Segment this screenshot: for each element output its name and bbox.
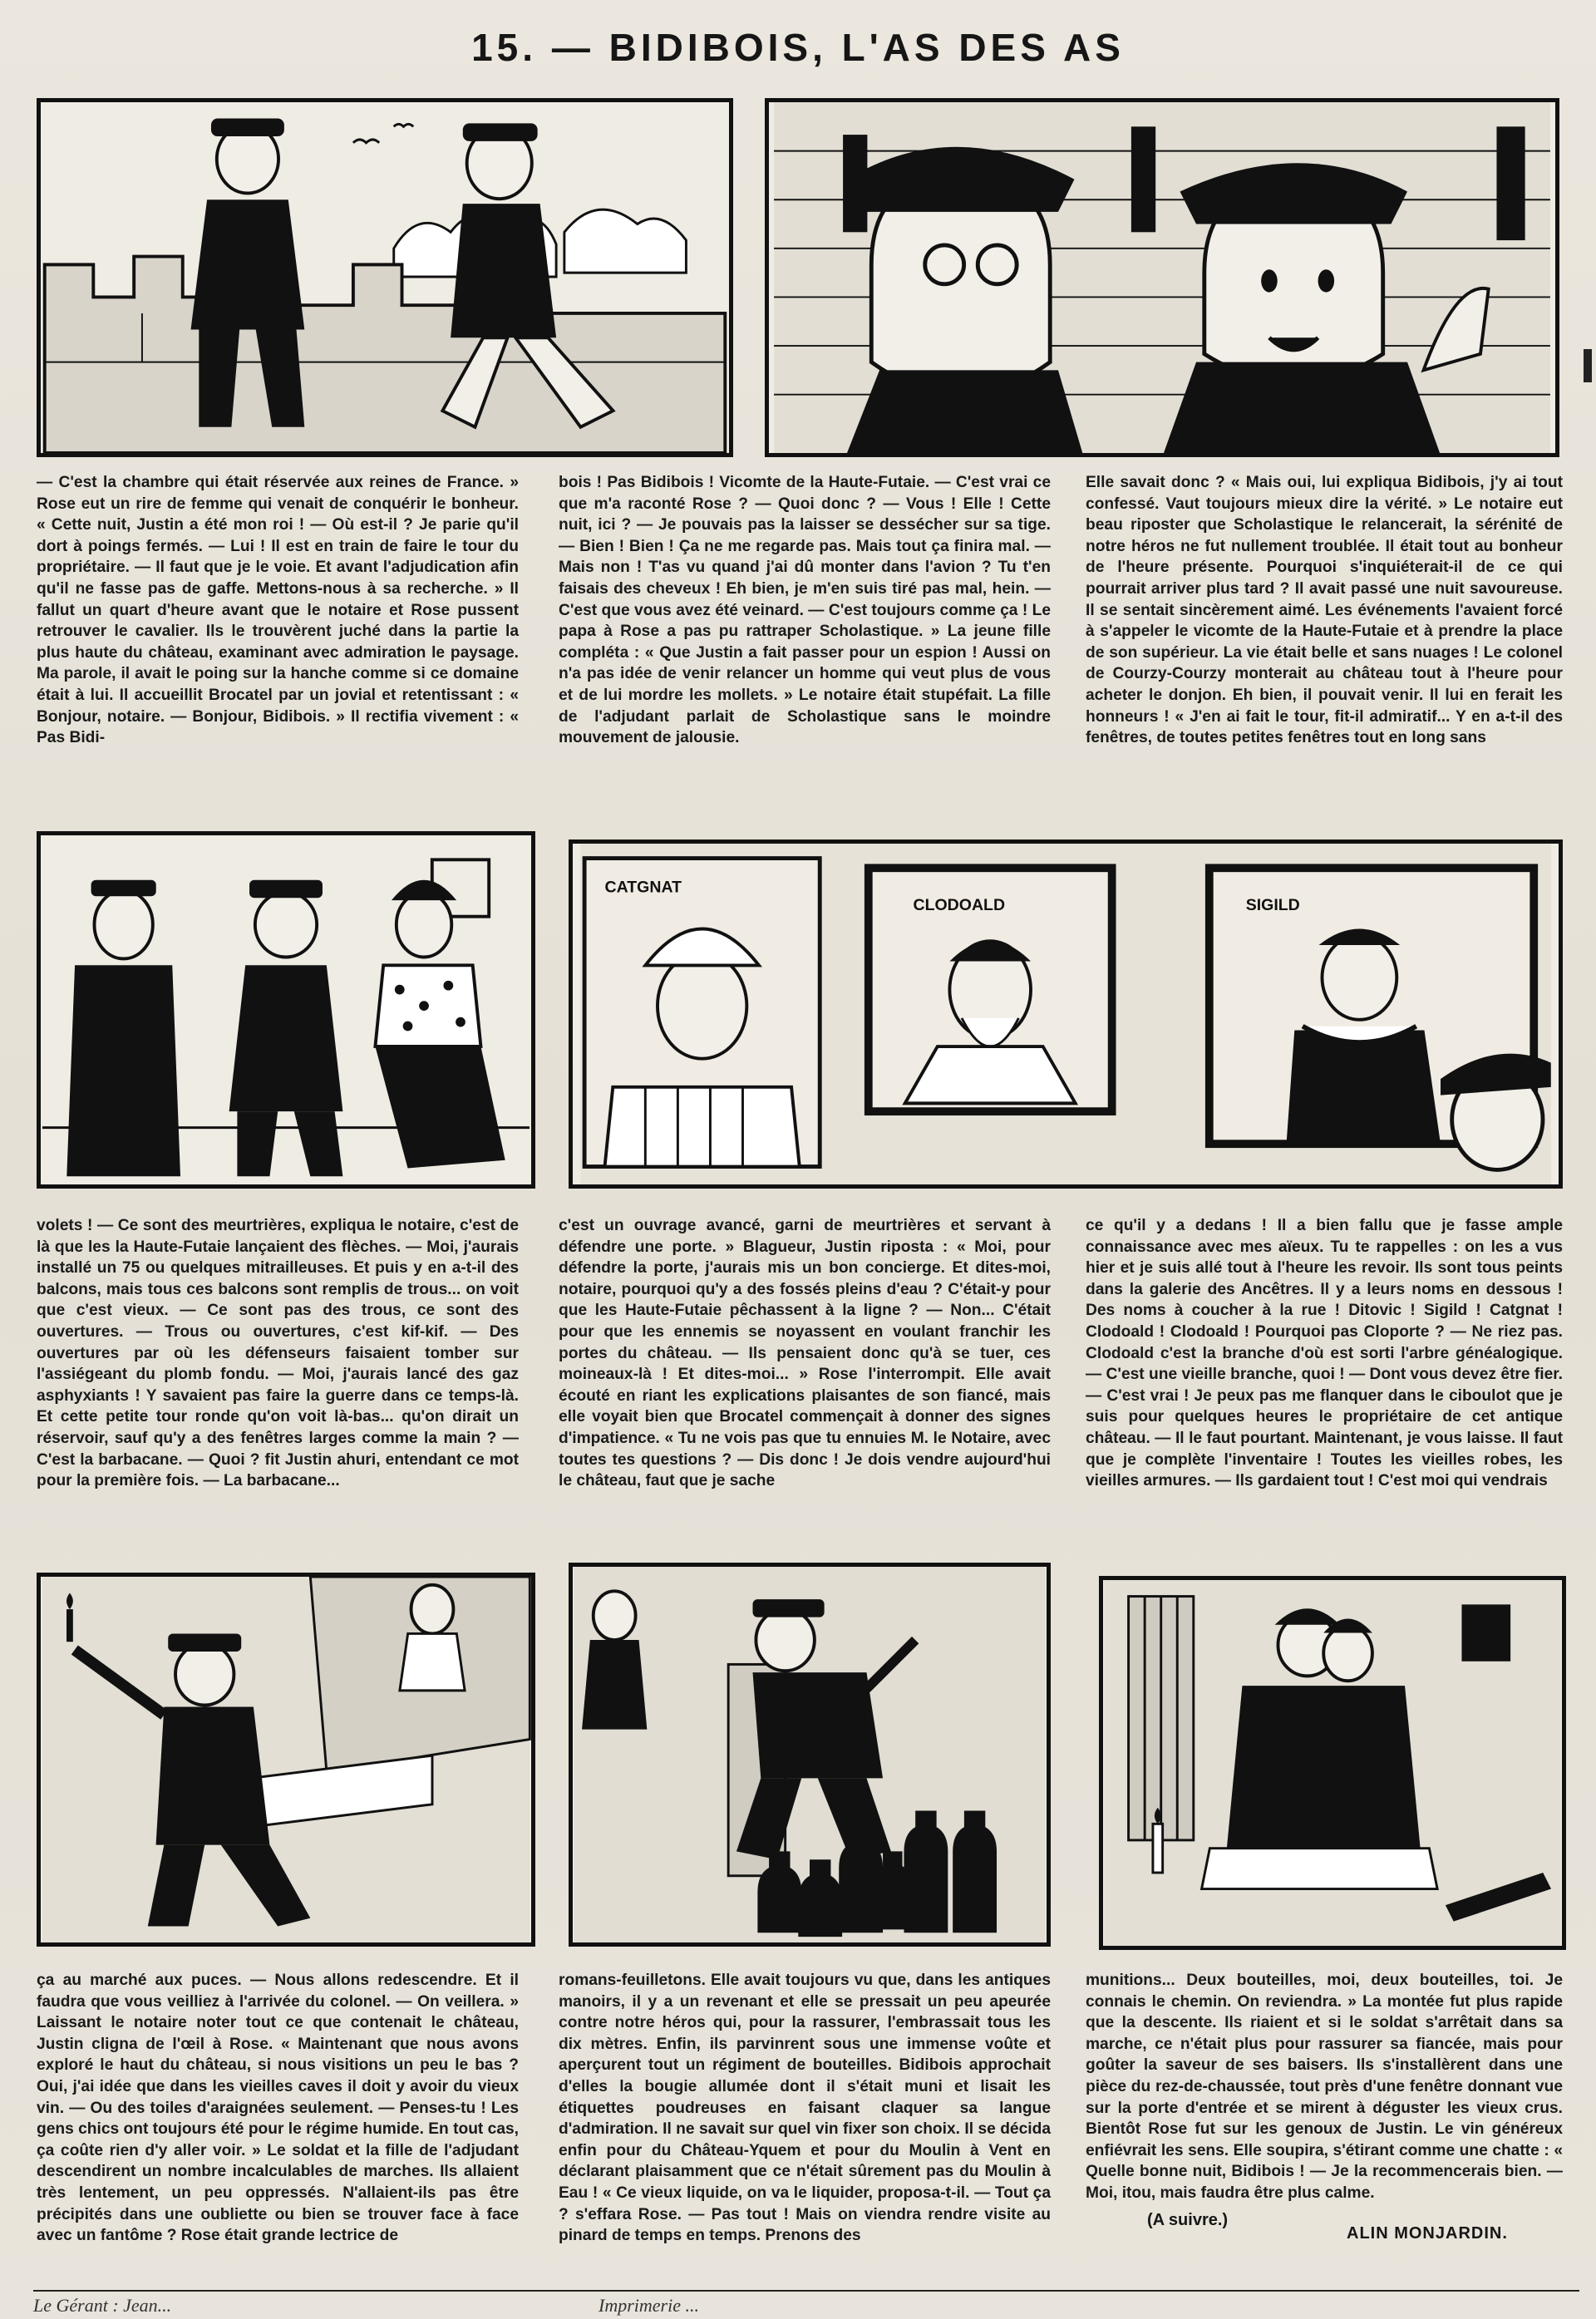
text-column-2-1 [37, 1215, 519, 1548]
candle-run-illustration [41, 1577, 531, 1942]
paragraph: volets ! — Ce sont des meurtrières, expliqua le notaire, c'est de là que les la Haute-Futaie lançaient des flèches. — Moi, j'aurais installé un 75 ou quelques mitrailleuses. Et puis y en a-t-il des balcons, mais tous ces balcons sont remplis de trous... on voit que c'est vieux. — Ce sont pas des trous, ce sont des ouvertures. — Trous ou ouvertures, c'est kif-kif. — Des ouvertures par où les défenseurs faisaient tomber sur l'assiégeant du plomb fondu. — Moi, j'aurais lancé des gaz asphyxiants ! Y savaient pas faire la guerre dans ce temps-là. Et cette petite tour ronde qu'on voit là-bas... qu'on dirait un réservoir, sauf qu'y a des fenêtres larges comme la main ? — C'est la barbacane. — Quoi ? fit Justin ahuri, entendant ce mot pour la première fois. — La barbacane... [37, 1217, 519, 1490]
two-faces-illustration [769, 102, 1555, 453]
portrait-label-sigild: SIGILD [1245, 896, 1300, 915]
text-column-1-2 [559, 472, 1051, 805]
page-edge-mark [1584, 349, 1592, 382]
panel-candle-run [37, 1573, 535, 1947]
paragraph: ce qu'il y a dedans ! Il a bien fallu que je fasse ample connaissance avec mes aïeux. Tu te rappelles : on les a vus hier et je suis allé tout à l'heure les revoir. Ils sont tous peints dans la galerie des Ancêtres. Il y a leurs noms en dessous ! Des noms à coucher à la rue ! Ditovic ! Sigild ! Catgnat ! Clodoald ! Clodoald ! Pourquoi pas Cloporte ? — Ne riez pas. Clodoald c'est la branche d'où est sorti l'arbre généalogique. — C'est une vieille branche, quoi ! — Dont vous devez être fier. — C'est vrai ! Je peux pas me flanquer dans le ciboulot que je suis pour quelques heures le propriétaire de cet antique château. — Il le faut pourtant. Maintenant, je vous laisse. Il faut que je complète l'inventaire ! Toutes les vieilles robes, les vieilles armures. — Ils gardaient tout ! C'est moi qui vendrais [1086, 1217, 1563, 1490]
embrace-illustration [1103, 1580, 1562, 1946]
paragraph: romans-feuilletons. Elle avait toujours vu que, dans les antiques manoirs, il y a un revenant et elle se pressait un peu apeurée contre notre héros qui, pour la rassurer, l'embrassait tous les dix mètres. Enfin, ils parvinrent sous une immense voûte et aperçurent tout un régiment de bouteilles. Bidibois approchait d'elles la bougie allumée dont il s'était muni et lisait les étiquettes poudreuses en faisant claquer sa langue d'admiration. Il ne savait sur quel vin fixer son choix. Il se décida enfin pour du Château-Yquem et pour du Moulin à Vent en déclarant plaisamment que ce n'était sûrement pas du Moulin à Eau ! « Ce vieux liquide, on va le liquider, proposa-t-il. — Tout ça ? s'effara Rose. — Pas tout ! Mais on viendra rendre visite au pinard de temps en temps. Prenons des [559, 1972, 1051, 2245]
panel-three-characters [37, 831, 535, 1189]
paragraph: Elle savait donc ? « Mais oui, lui expliqua Bidibois, j'y ai tout confessé. Vaut toujours mieux dire la vérité. » Le notaire eut beau riposter que Scholastique le relancerait, la sérénité de notre héros ne fut nullement troublée. Il était tout au bonheur de l'heure présente. Pourquoi s'inquiéterait-il de ce qui pourrait arriver plus tard ? Il avait passé une nuit savoureuse. Il se sentait sincèrement aimé. Les événements l'avaient forcé à s'appeler le vicomte de la Haute-Futaie et à prendre la place de son supérieur. La vie était belle et sans nuages ! Le colonel de Courzy-Courzy monterait au château tout à l'heure pour acheter le donjon. Eh bien, il pouvait venir. Il lui en ferait les honneurs ! « J'en ai fait le tour, fit-il admiratif... Y en a-t-il des fenêtres, de toutes petites fenêtres tout en long sans [1086, 474, 1563, 747]
to-be-continued: (A suivre.) [1147, 2211, 1229, 2229]
footer-center: Imprimerie ... [598, 2295, 699, 2316]
paragraph: bois ! Pas Bidibois ! Vicomte de la Haute-Futaie. — C'est vrai ce que m'a raconté Rose ? — Quoi donc ? — Vous ! Elle ! Cette nuit, ici ? — Je pouvais pas la laisser se dessécher sur sa tige. — Bien ! Bien ! Ça ne me regarde pas. Mais tout ça finira mal. — Mais non ! T'as vu quand j'ai dû monter dans l'avion ? Tu t'en faisais des cheveux ! Eh bien, je m'en suis tiré pas mal, hein. — C'est que vous avez été veinard. — C'est toujours comme ça ! Le papa à Rose a pas pu rattraper Scholastique. » La jeune fille compléta : « Que Justin a fait passer pour un espion ! Aussi on n'a pas idée de venir relancer un homme qui veut plus de vous et de lui mordre les mollets. » Le notaire était stupéfait. La fille de l'adjudant parlait de Scholastique sans le moindre mouvement de jalousie. [559, 474, 1051, 747]
three-characters-illustration [41, 835, 531, 1184]
panel-cellar-bottles [569, 1563, 1051, 1947]
text-column-3-1 [37, 1970, 519, 2286]
rampart-illustration [41, 102, 729, 453]
portrait-label-clodoald: CLODOALD [913, 896, 1006, 915]
author-signature: ALIN MONJARDIN. [1347, 2224, 1508, 2243]
panel-embrace [1099, 1576, 1566, 1950]
portrait-label-catgnat: CATGNAT [604, 878, 682, 897]
page-footer [33, 2290, 1579, 2316]
text-column-1-1 [37, 472, 519, 805]
panel-rampart-walk [37, 98, 733, 457]
paragraph: c'est un ouvrage avancé, garni de meurtrières et servant à défendre une porte. » Blagueur, Justin riposta : « Moi, pour défendre la porte, j'aurais mis un bon concierge. Et dites-moi, notaire, pourquoi qu'y a des fossés pleins d'eau ? C'était-y pour que les Haute-Futaie pêchassent à la ligne ? — Non... C'était pour que les ennemis se noyassent en voulant franchir les portes du château. — Ils pensaient donc qu'à se tuer, ces moineaux-là ! Et dites-moi... » Rose l'interrompit. Elle avait écouté en riant les explications plaisantes de son fiancé, mais elle voyait bien que Brocatel commençait à donner des signes d'impatience. « Tu ne vois pas que tu ennuies M. le Notaire, avec toutes tes questions ? — Dis donc ! Je dois vendre aujourd'hui le château, faut que je sache [559, 1217, 1051, 1490]
paragraph: — C'est la chambre qui était réservée aux reines de France. » Rose eut un rire de femme qui venait de conquérir le bonheur. « Cette nuit, Justin a été mon roi ! — Où est-il ? Je parie qu'il dort à poings fermés. — Lui ! Il est en train de faire le tour du propriétaire. — Il faut que je le voie. Et avant l'adjudication afin qu'il ne fasse pas de gaffe. Mettons-nous à sa recherche. » Il fallut un quart d'heure avant que le notaire et Rose pussent retrouver le cavalier. Ils le trouvèrent juché dans la partie la plus haute du château, examinant avec admiration le paysage. Ma parole, il avait le poing sur la hanche comme si ce domaine était à lui. Il accueillit Brocatel par un jovial et retentissant : « Bonjour, notaire. — Bonjour, Bidibois. » Il rectifia vivement : « Pas Bidi- [37, 474, 519, 747]
text-column-2-2 [559, 1215, 1051, 1548]
page-title: 15. — BIDIBOIS, L'AS DES AS [471, 26, 1125, 69]
text-column-2-3 [1086, 1215, 1563, 1548]
paragraph: ça au marché aux puces. — Nous allons redescendre. Et il faudra que vous veilliez à l'arrivée du colonel. — On veillera. » Laissant le notaire noter tout ce que contenait le château, Justin cligna de l'œil à Rose. « Maintenant que nous avons exploré le haut du château, si nous visitions un peu le bas ? Oui, j'ai idée que dans les vieilles caves il doit y avoir du vieux vin. — Ou des toiles d'araignées seulement. — Penses-tu ! Les gens chics ont toujours été pour le régime humide. En tout cas, ça coûte rien d'y aller voir. » Le soldat et la fille de l'adjudant descendirent un nombre incalculables de marches. Ils allaient très lentement, un peu oppressés. N'allaient-ils pas être précipités dans une oubliette ou bien se trouver face à face avec un fantôme ? Rose était grande lectrice de [37, 1972, 519, 2245]
portraits-illustration [573, 844, 1559, 1184]
text-column-3-3 [1086, 1970, 1563, 2203]
paragraph: munitions... Deux bouteilles, moi, deux bouteilles, toi. Je connais le chemin. On reviendra. » La montée fut plus rapide que la descente. Ils riaient et si le soldat s'arrêtait dans sa marche, ce n'était plus pour rassurer sa fiancée, mais pour goûter la saveur de ses baisers. Ils s'installèrent dans une pièce du rez-de-chaussée, tout près d'une fenêtre donnant vue sur la porte d'entrée et se mirent à déguster les vieux crus. Bientôt Rose fut sur les genoux de Justin. Le vin généreux enfiévrait les sens. Elle soupira, s'étirant comme une chatte : « Quelle bonne nuit, Bidibois ! — Je la recommencerais bien. — Moi, itou, mais faudra être plus calme. [1086, 1972, 1563, 2202]
text-column-1-3 [1086, 472, 1563, 805]
footer-left: Le Gérant : Jean... [33, 2295, 172, 2316]
text-column-3-2 [559, 1970, 1051, 2286]
panel-ancestor-portraits [569, 839, 1563, 1189]
cellar-illustration [573, 1567, 1047, 1942]
panel-two-faces [765, 98, 1559, 457]
